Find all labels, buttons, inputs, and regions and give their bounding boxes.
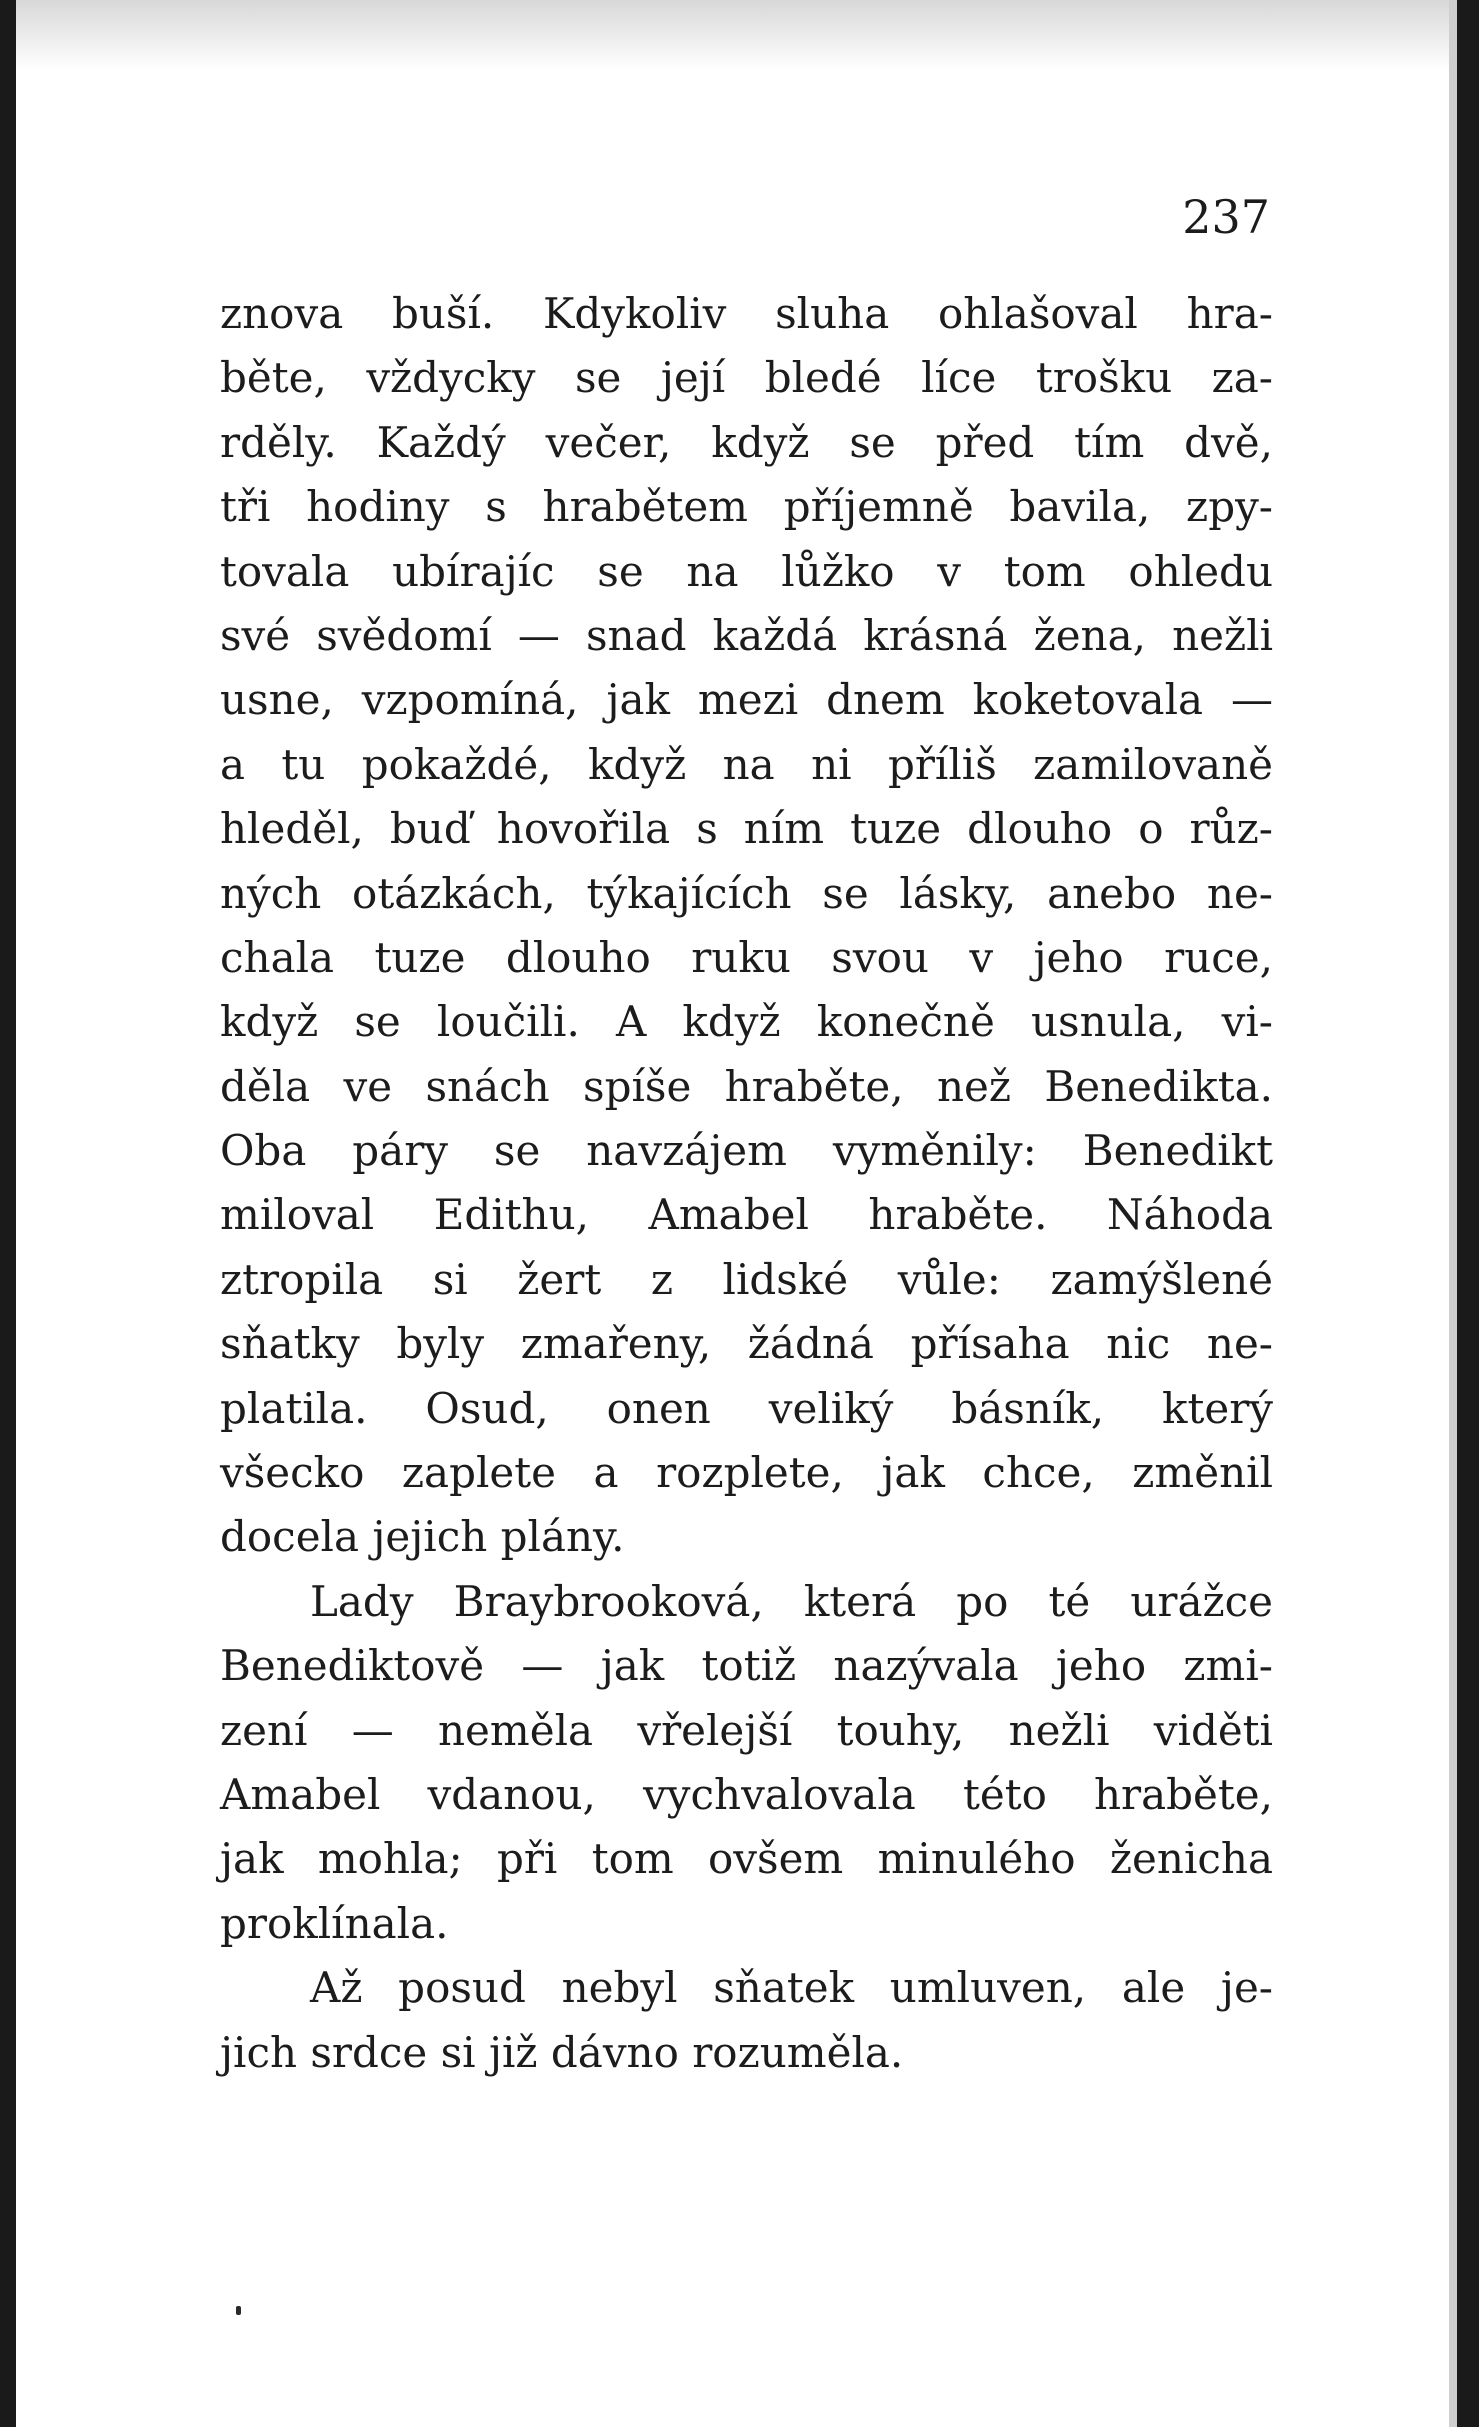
scan-top-shadow <box>16 0 1449 70</box>
text-line: ných otázkách, týkajících se lásky, anebo ne- <box>220 868 1273 918</box>
text-line: miloval Edithu, Amabel hraběte. Náhoda <box>220 1190 1273 1240</box>
text-line: Lady Braybrooková, která po té urážce <box>310 1576 1273 1626</box>
text-line: zení — neměla vřelejší touhy, nežli viděti <box>220 1705 1273 1755</box>
text-line: chala tuze dlouho ruku svou v jeho ruce, <box>220 932 1273 982</box>
text-line: Benediktově — jak totiž nazývala jeho zmi- <box>220 1641 1273 1691</box>
scan-edge-left <box>0 0 16 2427</box>
text-line: hleděl, buď hovořila s ním tuze dlouho o růz- <box>220 804 1273 854</box>
body-text <box>220 282 1273 2085</box>
text-line: Oba páry se navzájem vyměnily: Benedikt <box>220 1126 1273 1176</box>
text-line: Amabel vdanou, vychvalovala této hraběte, <box>220 1769 1273 1819</box>
text-line: znova buší. Kdykoliv sluha ohlašoval hra- <box>220 289 1273 338</box>
text-line: tovala ubírajíc se na lůžko v tom ohledu <box>220 546 1273 596</box>
text-line: platila. Osud, onen veliký básník, který <box>220 1383 1273 1433</box>
text-line: tři hodiny s hrabětem příjemně bavila, zpy- <box>220 482 1273 532</box>
text-line: když se loučili. A když konečně usnula, vi- <box>220 997 1273 1047</box>
text-line: rděly. Každý večer, když se před tím dvě, <box>220 417 1273 467</box>
scan-edge-right <box>1457 0 1479 2427</box>
text-line: jich srdce si již dávno rozuměla. <box>220 2027 904 2077</box>
text-line: jak mohla; při tom ovšem minulého ženicha <box>220 1834 1273 1884</box>
text-line: ztropila si žert z lidské vůle: zamýšlené <box>220 1254 1273 1304</box>
text-line: a tu pokaždé, když na ni příliš zamilovaně <box>220 739 1273 789</box>
text-line: všecko zaplete a rozplete, jak chce, změnil <box>220 1448 1273 1498</box>
text-line: sňatky byly zmařeny, žádná přísaha nic ne- <box>220 1319 1273 1369</box>
text-line: Až posud nebyl sňatek umluven, ale je- <box>310 1963 1273 2013</box>
text-line: své svědomí — snad každá krásná žena, nežli <box>220 610 1273 660</box>
stray-ink-mark <box>236 2306 241 2315</box>
page-number: 237 <box>1182 190 1270 244</box>
text-line: děla ve snách spíše hraběte, než Benedikta. <box>220 1061 1273 1111</box>
text-line: docela jejich plány. <box>220 1512 625 1562</box>
text-line: běte, vždycky se její bledé líce trošku za- <box>220 353 1273 403</box>
scan-edge-right-inner <box>1449 0 1457 2427</box>
text-line: proklínala. <box>220 1898 449 1948</box>
text-line: usne, vzpomíná, jak mezi dnem koketovala — <box>220 675 1273 725</box>
